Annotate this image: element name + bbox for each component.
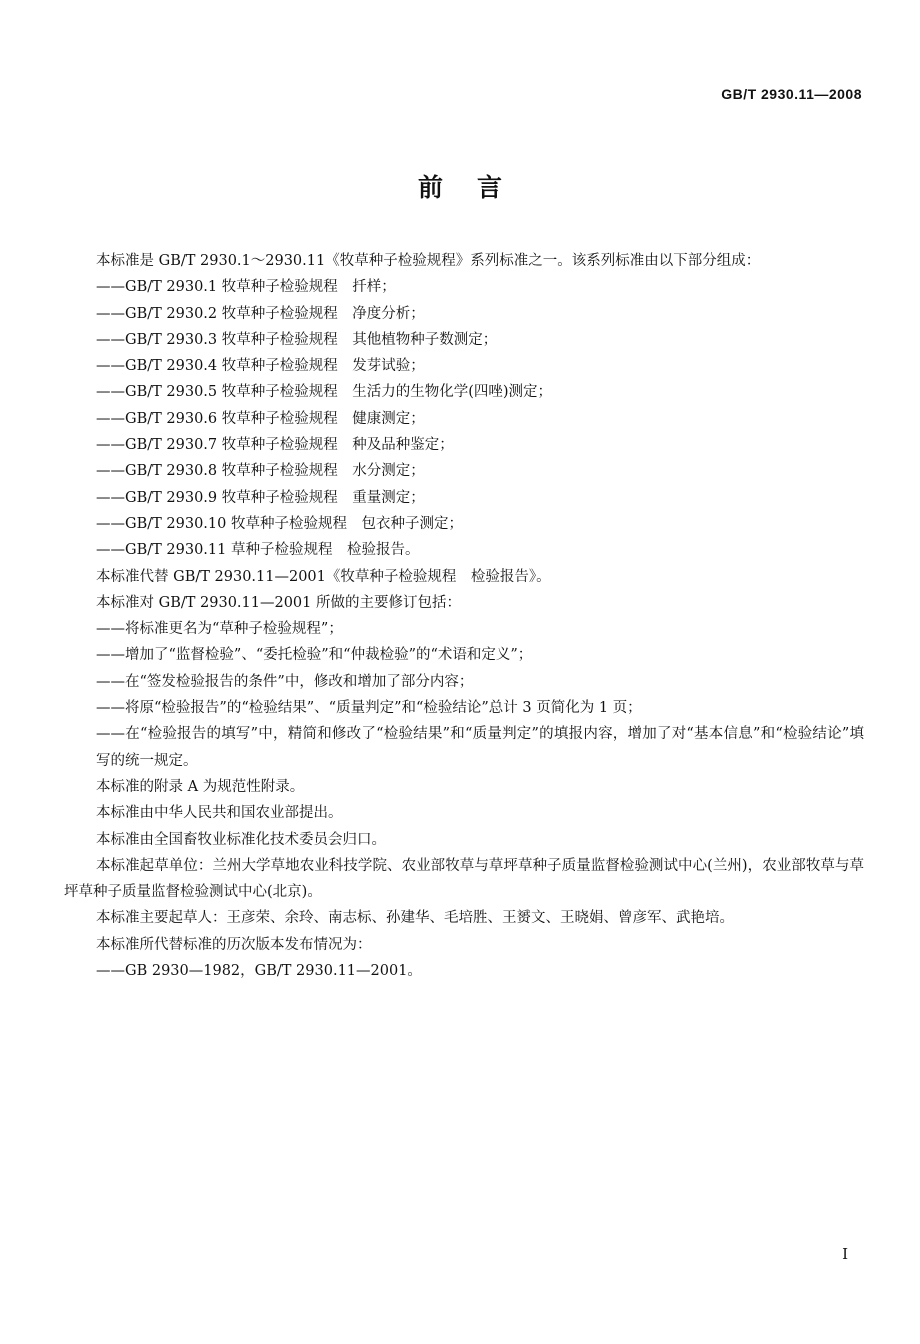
list-item: ——GB/T 2930.6 牧草种子检验规程 健康测定； xyxy=(96,410,425,427)
previous-editions: ——GB 2930—1982，GB/T 2930.11—2001。 xyxy=(96,963,422,980)
intro-paragraph: 本标准是 GB/T 2930.1～2930.11《牧草种子检验规程》系列标准之一。该系列标准由以下部分组成： xyxy=(96,253,761,269)
revision-item: ——将标准更名为“草种子检验规程”； xyxy=(96,621,343,638)
foreword-body xyxy=(64,248,864,984)
page-number: I xyxy=(842,1245,848,1263)
list-item: ——GB/T 2930.11 草种子检验规程 检验报告。 xyxy=(96,542,420,559)
revision-item: ——在“签发检验报告的条件”中，修改和增加了部分内容； xyxy=(96,673,474,690)
revision-item: ——将原“检验报告”的“检验结果”、“质量判定”和“检验结论”总计 3 页简化为 1 页； xyxy=(96,700,642,717)
list-item: ——GB/T 2930.1 牧草种子检验规程 扦样； xyxy=(96,279,396,296)
list-item: ——GB/T 2930.3 牧草种子检验规程 其他植物种子数测定； xyxy=(96,331,498,348)
revision-item: ——增加了“监督检验”、“委托检验”和“仲裁检验”的“术语和定义”； xyxy=(96,647,533,664)
drafters: 本标准主要起草人：王彦荣、余玲、南志标、孙建华、毛培胜、王赟文、王晓娟、曾彦军、武艳培。 xyxy=(96,910,734,927)
previous-editions-intro: 本标准所代替标准的历次版本发布情况为： xyxy=(96,936,372,953)
list-item: ——GB/T 2930.5 牧草种子检验规程 生活力的生物化学(四唑)测定； xyxy=(96,384,553,401)
list-item: ——GB/T 2930.2 牧草种子检验规程 净度分析； xyxy=(96,305,425,322)
drafting-units: 本标准起草单位：兰州大学草地农业科技学院、农业部牧草与草坪草种子质量监督检验测试中心(兰州)，农业部牧草与草坪草种子质量监督检验测试中心(北京)。 xyxy=(64,857,864,901)
standard-number: GB/T 2930.11—2008 xyxy=(721,86,862,102)
list-item: ——GB/T 2930.9 牧草种子检验规程 重量测定； xyxy=(96,489,425,506)
proposer-statement: 本标准由中华人民共和国农业部提出。 xyxy=(96,805,343,822)
list-item: ——GB/T 2930.8 牧草种子检验规程 水分测定； xyxy=(96,463,425,480)
revisions-intro: 本标准对 GB/T 2930.11—2001 所做的主要修订包括： xyxy=(96,594,461,611)
annex-statement: 本标准的附录 A 为规范性附录。 xyxy=(96,778,305,795)
replaces-statement: 本标准代替 GB/T 2930.11—2001《牧草种子检验规程 检验报告》。 xyxy=(96,568,551,585)
committee-statement: 本标准由全国畜牧业标准化技术委员会归口。 xyxy=(96,831,386,848)
list-item: ——GB/T 2930.10 牧草种子检验规程 包衣种子测定； xyxy=(96,515,463,532)
list-item: ——GB/T 2930.7 牧草种子检验规程 种及品种鉴定； xyxy=(96,437,454,454)
list-item: ——GB/T 2930.4 牧草种子检验规程 发芽试验； xyxy=(96,358,425,375)
page-title: 前言 xyxy=(417,173,536,202)
revision-item: ——在“检验报告的填写”中，精简和修改了“检验结果”和“质量判定”的填报内容，增加了对“基本信息”和“检验结论”填写的统一规定。 xyxy=(96,726,864,769)
